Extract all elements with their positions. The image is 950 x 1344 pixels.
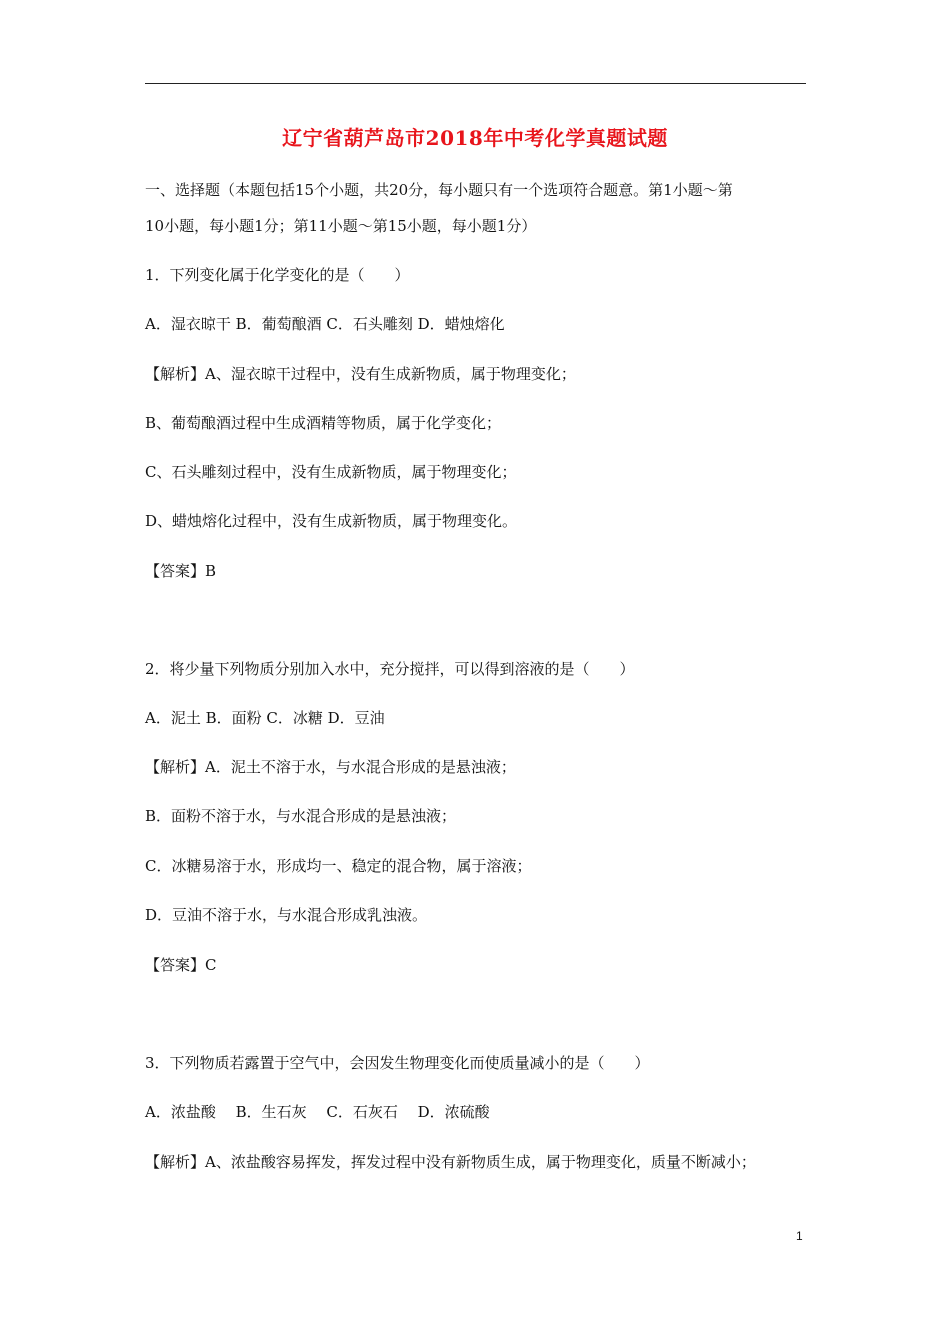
- q2-answer: 【答案】C: [145, 956, 217, 974]
- q3-stem: 3．下列物质若露置于空气中，会因发生物理变化而使质量减小的是（ ）: [145, 1054, 650, 1072]
- q2-analysis-line: 【解析】A．泥土不溶于水，与水混合形成的是悬浊液；: [145, 758, 516, 776]
- q2-stem: 2．将少量下列物质分别加入水中，充分搅拌，可以得到溶液的是（ ）: [145, 660, 635, 678]
- q2-analysis-line: D．豆油不溶于水，与水混合形成乳浊液。: [145, 906, 428, 924]
- document-title: 辽宁省葫芦岛市2018年中考化学真题试题: [282, 126, 668, 150]
- q1-analysis-line: D、蜡烛熔化过程中，没有生成新物质，属于物理变化。: [145, 512, 518, 530]
- header-rule: [145, 83, 806, 84]
- q1-options: A．湿衣晾干 B．葡萄酿酒 C．石头雕刻 D．蜡烛熔化: [145, 315, 505, 333]
- q3-analysis-line: 【解析】A、浓盐酸容易挥发，挥发过程中没有新物质生成，属于物理变化，质量不断减小；: [145, 1153, 756, 1171]
- q2-analysis-line: B．面粉不溶于水，与水混合形成的是悬浊液；: [145, 807, 457, 825]
- q1-analysis-line: B、葡萄酿酒过程中生成酒精等物质，属于化学变化；: [145, 414, 502, 432]
- page-number: 1: [796, 1229, 803, 1243]
- q1-analysis-line: C、石头雕刻过程中，没有生成新物质，属于物理变化；: [145, 463, 517, 481]
- section-instructions-line2: 10小题，每小题1分；第11小题～第15小题，每小题1分）: [145, 217, 537, 235]
- q1-answer: 【答案】B: [145, 562, 217, 580]
- q2-options: A．泥土 B．面粉 C．冰糖 D．豆油: [145, 709, 385, 727]
- q1-stem: 1．下列变化属于化学变化的是（ ）: [145, 266, 410, 284]
- q2-analysis-line: C．冰糖易溶于水，形成均一、稳定的混合物，属于溶液；: [145, 857, 532, 875]
- q3-options: A．浓盐酸 B．生石灰 C．石灰石 D．浓硫酸: [145, 1103, 490, 1121]
- section-instructions-line1: 一、选择题（本题包括15个小题，共20分，每小题只有一个选项符合题意。第1小题～第: [145, 181, 733, 199]
- q1-analysis-line: 【解析】A、湿衣晾干过程中，没有生成新物质，属于物理变化；: [145, 365, 576, 383]
